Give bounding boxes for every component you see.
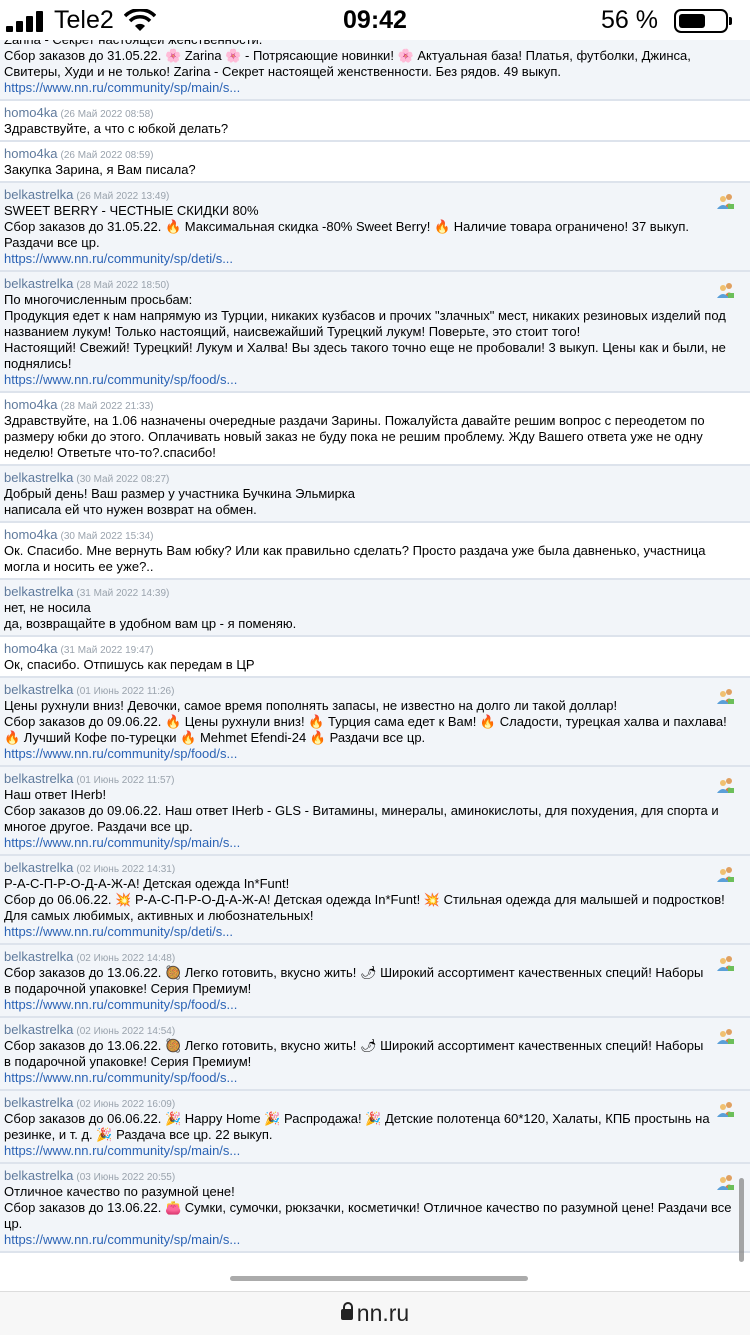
message-text: да, возвращайте в удобном вам цр - я поменяю.: [4, 616, 297, 631]
message-text: Настоящий! Свежий! Турецкий! Лукум и Халва! Вы здесь такого точно еще не пробовали! 3 выкуп. Цены как и были, не: [4, 340, 726, 355]
message-text: Ок, спасибо. Отпишусь как передам в ЦР: [4, 657, 255, 672]
message-text: написала ей что нужен возврат на обмен.: [4, 502, 257, 517]
users-group-icon[interactable]: [716, 193, 736, 209]
message-item: [0, 101, 750, 142]
users-group-icon[interactable]: [716, 282, 736, 298]
lock-icon: [341, 1309, 353, 1320]
message-date: (26 Май 2022 08:58): [60, 109, 154, 120]
message-date: (02 Июнь 2022 14:54): [76, 1026, 176, 1037]
address-bar[interactable]: [0, 1291, 750, 1335]
author-link[interactable]: homo4ka: [4, 397, 58, 412]
author-link[interactable]: belkastrelka: [4, 470, 74, 485]
message-text: Сбор заказов до 06.06.22. 🎉 Happy Home 🎉 Распродажа! 🎉 Детские полотенца 60*120, Халаты, КПБ простынь на: [4, 1111, 710, 1126]
message-feed[interactable]: [0, 28, 750, 1291]
message-header: [4, 276, 746, 292]
users-group-icon[interactable]: [716, 1101, 736, 1117]
message-text: Отличное качество по разумной цене!: [4, 1184, 235, 1199]
message-text: Сбор заказов до 13.06.22. 🥘 Легко готовить, вкусно жить! 🌶 Широкий ассортимент качественных специй! Наборы: [4, 965, 704, 980]
message-text: По многочисленным просьбам:: [4, 292, 193, 307]
message-header: [4, 949, 746, 965]
message-text: Добрый день! Ваш размер у участника Бучкина Эльмирка: [4, 486, 356, 501]
message-date: (30 Май 2022 15:34): [60, 531, 154, 542]
users-group-icon[interactable]: [716, 866, 736, 882]
author-link[interactable]: belkastrelka: [4, 860, 74, 875]
message-date: (01 Июнь 2022 11:57): [76, 775, 175, 786]
battery-percent: 56 %: [601, 6, 658, 34]
message-link[interactable]: https://www.nn.ru/community/sp/food/s...: [4, 372, 238, 387]
message-text: Свитеры, Худи и не только! Zarina - Секрет настоящей женственности. Без рядов. 49 выкуп.: [4, 64, 562, 79]
horizontal-scrollbar[interactable]: [230, 1276, 528, 1281]
message-date: (30 Май 2022 08:27): [76, 474, 170, 485]
author-link[interactable]: belkastrelka: [4, 1168, 74, 1183]
author-link[interactable]: belkastrelka: [4, 949, 74, 964]
message-item: [0, 393, 750, 466]
message-link[interactable]: https://www.nn.ru/community/sp/main/s...: [4, 1232, 241, 1247]
users-group-icon[interactable]: [716, 777, 736, 793]
message-link[interactable]: https://www.nn.ru/community/sp/deti/s...: [4, 251, 234, 266]
message-date: (31 Май 2022 14:39): [76, 588, 170, 599]
message-text: поднялись!: [4, 356, 72, 371]
message-item: [0, 637, 750, 678]
message-header: [4, 584, 746, 600]
message-text: Для самых любимых, активных и любознательных!: [4, 908, 314, 923]
message-header: [4, 470, 746, 486]
message-text: Р-А-С-П-Р-О-Д-А-Ж-А! Детская одежда In*Funt!: [4, 876, 290, 891]
message-header: [4, 527, 746, 543]
message-date: (26 Май 2022 13:49): [76, 191, 170, 202]
message-text: Наш ответ IHerb!: [4, 787, 107, 802]
message-item: [0, 945, 750, 1018]
message-item: [0, 767, 750, 856]
message-text: Сбор заказов до 13.06.22. 👛 Сумки, сумочки, рюкзачки, косметички! Отличное качество по разумной цене! Раздачи все: [4, 1200, 732, 1215]
message-date: (01 Июнь 2022 11:26): [76, 686, 175, 697]
message-header: [4, 860, 746, 876]
message-text: в подарочной упаковке! Серия Премиум!: [4, 981, 252, 996]
message-text: Закупка Зарина, я Вам писала?: [4, 162, 196, 177]
message-text: 🔥 Лучший Кофе по-турецки 🔥 Mehmet Efendi-24 🔥 Раздачи все цр.: [4, 730, 426, 745]
author-link[interactable]: belkastrelka: [4, 1022, 74, 1037]
author-link[interactable]: belkastrelka: [4, 771, 74, 786]
message-header: [4, 641, 746, 657]
author-link[interactable]: belkastrelka: [4, 276, 74, 291]
message-text: названием лукум! Только настоящий, наисвежайший Турецкий лукум! Поверьте, это стоит того!: [4, 324, 581, 339]
author-link[interactable]: homo4ka: [4, 105, 58, 120]
message-item: [0, 466, 750, 523]
message-date: (02 Июнь 2022 14:31): [76, 864, 176, 875]
message-text: цр.: [4, 1216, 23, 1231]
users-group-icon[interactable]: [716, 955, 736, 971]
message-header: [4, 146, 746, 162]
message-date: (31 Май 2022 19:47): [60, 645, 154, 656]
message-item: [0, 183, 750, 272]
message-header: [4, 682, 746, 698]
message-date: (02 Июнь 2022 14:48): [76, 953, 176, 964]
message-text: Продукция едет к нам напрямую из Турции, никаких кузбасов и прочих "злачных" мест, никаких резиновых изделий под: [4, 308, 726, 323]
author-link[interactable]: homo4ka: [4, 146, 58, 161]
author-link[interactable]: homo4ka: [4, 527, 58, 542]
message-date: (26 Май 2022 08:59): [60, 150, 154, 161]
clock: 09:42: [343, 6, 407, 34]
message-header: [4, 187, 746, 203]
message-text: нет, не носила: [4, 600, 91, 615]
message-link[interactable]: https://www.nn.ru/community/sp/food/s...: [4, 746, 238, 761]
message-item: [0, 856, 750, 945]
message-link[interactable]: https://www.nn.ru/community/sp/main/s...: [4, 1143, 241, 1158]
message-link[interactable]: https://www.nn.ru/community/sp/food/s...: [4, 997, 238, 1012]
users-group-icon[interactable]: [716, 1174, 736, 1190]
author-link[interactable]: homo4ka: [4, 641, 58, 656]
message-item: [0, 1018, 750, 1091]
message-header: [4, 105, 746, 121]
message-item: [0, 580, 750, 637]
message-text: размеру юбки до этого. Оплачивать новый заказ не буду пока не решим проблему. Жду Вашего ответа уже не одну: [4, 429, 703, 444]
message-link[interactable]: https://www.nn.ru/community/sp/food/s...: [4, 1070, 238, 1085]
message-header: [4, 771, 746, 787]
message-header: [4, 1168, 746, 1184]
message-item: [0, 1091, 750, 1164]
message-text: Сбор заказов до 31.05.22. 🔥 Максимальная скидка -80% Sweet Berry! 🔥 Наличие товара ограничено! 37 выкуп.: [4, 219, 690, 234]
author-link[interactable]: belkastrelka: [4, 682, 74, 697]
message-item: [0, 1164, 750, 1253]
message-link[interactable]: https://www.nn.ru/community/sp/main/s...: [4, 80, 241, 95]
author-link[interactable]: belkastrelka: [4, 1095, 74, 1110]
message-text: неделю! Ответьте что-то?.спасибо!: [4, 445, 216, 460]
message-item: [0, 678, 750, 767]
message-link[interactable]: https://www.nn.ru/community/sp/deti/s...: [4, 924, 234, 939]
author-link[interactable]: belkastrelka: [4, 187, 74, 202]
message-text: SWEET BERRY - ЧЕСТНЫЕ СКИДКИ 80%: [4, 203, 259, 218]
message-text: Здравствуйте, а что с юбкой делать?: [4, 121, 229, 136]
message-date: (28 Май 2022 18:50): [76, 280, 170, 291]
message-date: (03 Июнь 2022 20:55): [76, 1172, 176, 1183]
message-date: (02 Июнь 2022 16:09): [76, 1099, 176, 1110]
battery-icon: [674, 9, 728, 33]
message-text: Сбор заказов до 31.05.22. 🌸 Zarina 🌸 - Потрясающие новинки! 🌸 Актуальная база! Платья, футболки, Джинса,: [4, 48, 691, 63]
message-text: Здравствуйте, на 1.06 назначены очередные раздачи Зарины. Пожалуйста давайте решим вопрос с переодетом по: [4, 413, 705, 428]
url-domain: nn.ru: [356, 1300, 410, 1326]
status-bar: [0, 0, 750, 40]
message-header: [4, 397, 746, 413]
message-item: [0, 272, 750, 393]
message-text: Цены рухнули вниз! Девочки, самое время пополнять запасы, не известно на долго ли такой доллар!: [4, 698, 618, 713]
message-text: Сбор заказов до 09.06.22. 🔥 Цены рухнули вниз! 🔥 Турция сама едет к Вам! 🔥 Сладости, турецкая халва и пахлава!: [4, 714, 727, 729]
users-group-icon[interactable]: [716, 1028, 736, 1044]
message-text: Сбор заказов до 13.06.22. 🥘 Легко готовить, вкусно жить! 🌶 Широкий ассортимент качественных специй! Наборы: [4, 1038, 704, 1053]
message-text: многое другое. Раздачи все цр.: [4, 819, 193, 834]
message-item: [0, 523, 750, 580]
message-header: [4, 1022, 746, 1038]
message-text: резинке, и т. д. 🎉 Раздача все цр. 22 выкуп.: [4, 1127, 273, 1142]
message-date: (28 Май 2022 21:33): [60, 401, 154, 412]
message-link[interactable]: https://www.nn.ru/community/sp/main/s...: [4, 835, 241, 850]
message-text: в подарочной упаковке! Серия Премиум!: [4, 1054, 252, 1069]
message-header: [4, 1095, 746, 1111]
vertical-scrollbar[interactable]: [739, 1178, 744, 1262]
users-group-icon[interactable]: [716, 688, 736, 704]
carrier-name: Tele2: [54, 6, 114, 34]
message-text: Ок. Спасибо. Мне вернуть Вам юбку? Или как правильно сделать? Просто раздача уже была давненько, участница: [4, 543, 706, 558]
message-text: Сбор до 06.06.22. 💥 Р-А-С-П-Р-О-Д-А-Ж-А! Детская одежда In*Funt! 💥 Стильная одежда для малышей и подростков!: [4, 892, 725, 907]
message-item: [0, 142, 750, 183]
message-text: могла и носить ее уже?..: [4, 559, 154, 574]
message-text: Сбор заказов до 09.06.22. Наш ответ IHerb - GLS - Витамины, минералы, аминокислоты, для похудения, для спорта и: [4, 803, 719, 818]
author-link[interactable]: belkastrelka: [4, 584, 74, 599]
message-text: Раздачи все цр.: [4, 235, 100, 250]
